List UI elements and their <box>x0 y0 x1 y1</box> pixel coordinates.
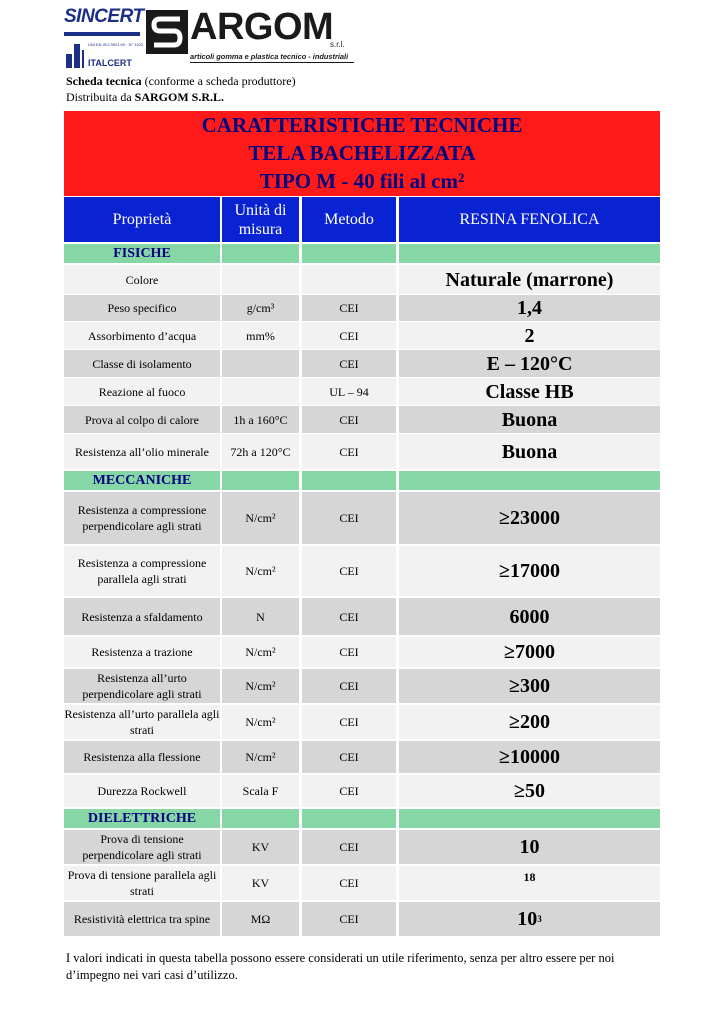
row-2-method: CEI <box>302 322 396 349</box>
row-6-value: Buona <box>399 434 660 469</box>
row-2-value: 2 <box>399 322 660 349</box>
row-7-unit: N/cm² <box>222 492 299 544</box>
row-15-value: 10 <box>399 830 660 864</box>
row-6-method: CEI <box>302 434 396 469</box>
row-5-value: Buona <box>399 406 660 433</box>
row-13-unit: N/cm² <box>222 741 299 773</box>
sincert-italcert-logo <box>64 6 144 68</box>
header-resin: RESINA FENOLICA <box>399 197 660 242</box>
sargom-tagline: articoli gomma e plastica tecnico - industriali <box>190 52 349 61</box>
section-filler <box>222 471 299 490</box>
row-15-method: CEI <box>302 830 396 864</box>
row-5-method: CEI <box>302 406 396 433</box>
row-8-property: Resistenza a compressione parallela agli strati <box>64 546 220 596</box>
section-filler <box>302 809 396 828</box>
intro-line-2 <box>66 90 224 105</box>
italcert-certificate-text: UNI EN ISO 9001:00 · N° 1192 <box>88 42 143 47</box>
row-14-value: ≥50 <box>399 775 660 807</box>
row-10-value: ≥7000 <box>399 637 660 667</box>
row-14-unit: Scala F <box>222 775 299 807</box>
row-9-property: Resistenza a sfaldamento <box>64 598 220 635</box>
row-1-value: 1,4 <box>399 295 660 321</box>
row-3-property: Classe di isolamento <box>64 350 220 377</box>
italcert-icon <box>66 44 84 68</box>
row-16-unit: KV <box>222 866 299 900</box>
section-fisiche: FISICHE <box>64 244 220 263</box>
section-filler <box>222 809 299 828</box>
italcert-wordmark: ITALCERT <box>88 58 132 68</box>
row-11-unit: N/cm² <box>222 669 299 703</box>
row-15-unit: KV <box>222 830 299 864</box>
sargom-s-icon <box>146 10 188 54</box>
row-9-unit: N <box>222 598 299 635</box>
row-1-unit: g/cm³ <box>222 295 299 321</box>
row-4-value: Classe HB <box>399 378 660 405</box>
row-6-unit: 72h a 120°C <box>222 434 299 469</box>
sincert-bar <box>64 32 140 36</box>
sargom-underline <box>190 62 354 63</box>
title-line-1: CARATTERISTICHE TECNICHE <box>201 113 523 137</box>
row-12-property: Resistenza all’urto parallela agli strati <box>64 707 220 737</box>
row-12-method: CEI <box>302 705 396 739</box>
row-13-method: CEI <box>302 741 396 773</box>
section-filler <box>399 809 660 828</box>
row-12-unit: N/cm² <box>222 705 299 739</box>
row-3-value: E – 120°C <box>399 350 660 377</box>
row-0-method <box>302 265 396 294</box>
row-6-property: Resistenza all’olio minerale <box>64 434 220 469</box>
row-7-method: CEI <box>302 492 396 544</box>
row-13-value: ≥10000 <box>399 741 660 773</box>
row-12-value: ≥200 <box>399 705 660 739</box>
intro-scheda-tecnica: Scheda tecnica <box>66 74 142 88</box>
title-banner <box>64 111 660 196</box>
intro-sargom: SARGOM S.R.L. <box>134 90 224 104</box>
row-9-method: CEI <box>302 598 396 635</box>
sargom-srl: s.r.l. <box>330 40 345 49</box>
row-0-property: Colore <box>64 265 220 294</box>
row-3-method: CEI <box>302 350 396 377</box>
section-filler <box>399 471 660 490</box>
row-13-property: Resistenza alla flessione <box>64 741 220 773</box>
sincert-wordmark: SINCERT <box>64 6 144 27</box>
intro-distribuita: Distribuita da <box>66 90 135 104</box>
row-16-property: Prova di tensione parallela agli strati <box>64 866 220 900</box>
title-line-2: TELA BACHELIZZATA <box>248 141 476 165</box>
row-2-property: Assorbimento d’acqua <box>64 322 220 349</box>
row-7-value: ≥23000 <box>399 492 660 544</box>
row-11-value: ≥300 <box>399 669 660 703</box>
row-3-unit <box>222 350 299 377</box>
section-filler <box>302 471 396 490</box>
row-0-value: Naturale (marrone) <box>399 265 660 294</box>
section-filler <box>222 244 299 263</box>
row-14-property: Durezza Rockwell <box>64 775 220 807</box>
header-unit: Unità di misura <box>222 197 299 242</box>
row-2-unit: mm% <box>222 322 299 349</box>
row-8-unit: N/cm² <box>222 546 299 596</box>
row-0-unit <box>222 265 299 294</box>
row-10-method: CEI <box>302 637 396 667</box>
row-5-property: Prova al colpo di calore <box>64 406 220 433</box>
row-4-property: Reazione al fuoco <box>64 378 220 405</box>
row-1-method: CEI <box>302 295 396 321</box>
row-17-property: Resistività elettrica tra spine <box>64 902 220 936</box>
disclaimer: I valori indicati in questa tabella possono essere considerati un utile riferimento, senza per altro essere per noi d’impegno nei vari casi d’utilizzo. <box>66 951 615 982</box>
row-1-property: Peso specifico <box>64 295 220 321</box>
row-17-value: 10 3 <box>399 902 660 936</box>
row-17-value-base: 10 <box>517 908 538 930</box>
row-17-unit: MΩ <box>222 902 299 936</box>
row-16-method: CEI <box>302 866 396 900</box>
header-method: Metodo <box>302 197 396 242</box>
sargom-logo <box>146 6 360 68</box>
row-10-property: Resistenza a trazione <box>64 637 220 667</box>
row-17-method: CEI <box>302 902 396 936</box>
row-4-unit <box>222 378 299 405</box>
row-4-method: UL – 94 <box>302 378 396 405</box>
row-15-property: Prova di tensione perpendicolare agli strati <box>64 830 220 864</box>
section-filler <box>302 244 396 263</box>
title-line-3: TIPO M - 40 fili al cm² <box>259 169 465 193</box>
header-property: Proprietà <box>64 197 220 242</box>
row-16-value: 18 <box>399 866 660 900</box>
row-14-method: CEI <box>302 775 396 807</box>
row-5-unit: 1h a 160°C <box>222 406 299 433</box>
section-filler <box>399 244 660 263</box>
intro-line-1 <box>66 74 296 89</box>
row-7-property: Resistenza a compressione perpendicolare agli strati <box>64 492 220 544</box>
row-8-method: CEI <box>302 546 396 596</box>
row-8-value: ≥17000 <box>399 546 660 596</box>
row-11-method: CEI <box>302 669 396 703</box>
row-9-value: 6000 <box>399 598 660 635</box>
section-meccaniche: MECCANICHE <box>64 471 220 490</box>
intro-conforme: (conforme a scheda produttore) <box>141 74 296 88</box>
section-dielettriche: DIELETTRICHE <box>64 809 220 828</box>
sargom-wordmark: ARGOM <box>190 6 334 48</box>
row-11-property: Resistenza all’urto perpendicolare agli strati <box>64 669 220 703</box>
row-10-unit: N/cm² <box>222 637 299 667</box>
